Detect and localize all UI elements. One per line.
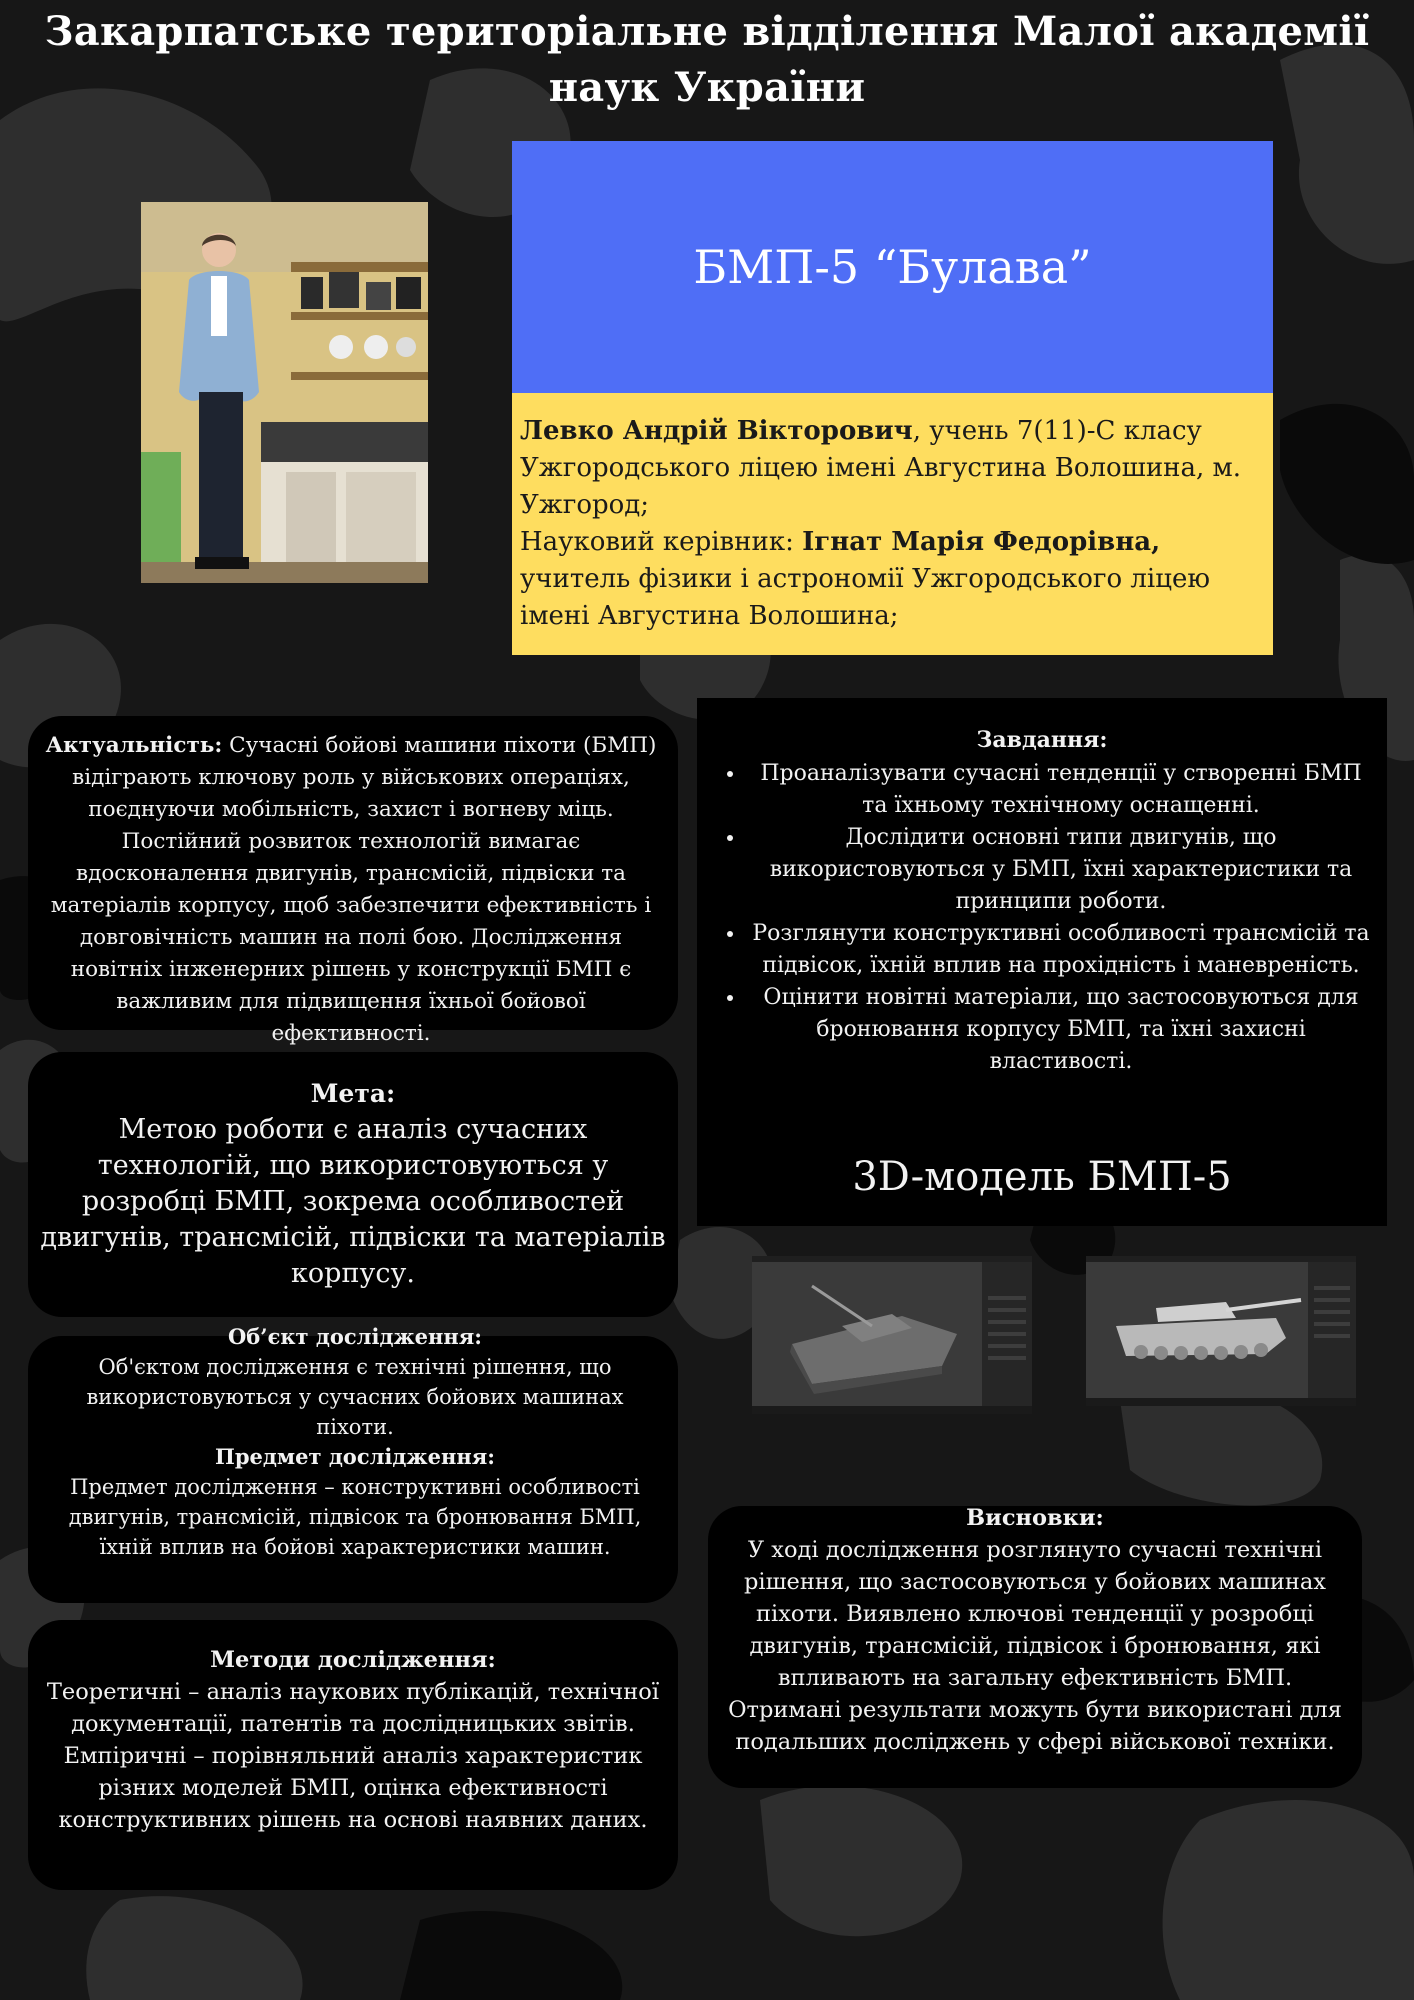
object-text: Об'єктом дослідження є технічні рішення, що використовуються у сучасних бойових машинах піхоти. (86, 1355, 624, 1439)
supervisor-label: Науковий керівник: (520, 527, 803, 557)
task-item: • Розглянути конструктивні особливості трансмісій та підвісок, їхній вплив на прохідність і маневреність. (746, 918, 1376, 982)
project-title: БМП-5 “Булава” (693, 240, 1092, 294)
tasks-heading: Завдання: (976, 727, 1108, 753)
poster-title: Закарпатське територіальне відділення Малої академії наук України (44, 8, 1370, 111)
tasks-list (710, 758, 1376, 1078)
conclusions-text: У ході дослідження розглянуто сучасні технічні рішення, що застосовуються у бойових машинах піхоти. Виявлено ключові тенденції у розробці двигунів, трансмісій, підвісок і бронювання, які впливають на загальну ефективність БМП. Отримані результати можуть бути використані для подальших досліджень у сфері військової техніки. (728, 1537, 1342, 1755)
task-item: • Оцінити новітні матеріали, що застосовуються для бронювання корпусу БМП, та їхні захисні властивості. (746, 982, 1376, 1078)
author-info-panel (512, 393, 1273, 655)
methods-empirical: Емпіричні – порівняльний аналіз характеристик різних моделей БМП, оцінка ефективності конструктивних рішень на основі наявних даних. (58, 1743, 648, 1833)
object-heading: Об’єкт дослідження: (227, 1324, 483, 1349)
flag-blue-banner (512, 141, 1273, 393)
research-object-section (60, 1322, 650, 1562)
goal-heading: Мета: (310, 1079, 396, 1108)
conclusions-heading: Висновки: (966, 1505, 1104, 1531)
author-details: , учень 7(11)-С класу Ужгородського ліцею імені Августина Волошина, м. Ужгород; (520, 416, 1242, 520)
author-name: Левко Андрій Вікторович (520, 416, 913, 446)
relevance-heading: Актуальність: (45, 733, 223, 758)
relevance-section (36, 730, 666, 1050)
supervisor-name: Ігнат Марія Федорівна, (802, 527, 1161, 557)
relevance-text: Сучасні бойові машини піхоти (БМП) відіграють ключову роль у військових операціях, поєднуючи мобільність, захист і вогневу міць. Постійний розвиток технологій вимагає вдосконалення двигунів, трансмісій, підвіски та матеріалів корпусу, щоб забезпечити ефективність і довговічність машин на полі бою. Дослідження новітніх інженерних рішень у конструкції БМП є важливим для підвищення їхньої бойової ефективності. (50, 733, 657, 1046)
student-photo (141, 202, 428, 583)
methods-heading: Методи дослідження: (210, 1647, 496, 1673)
subject-text: Предмет дослідження – конструктивні особливості двигунів, трансмісій, підвісок та бронювання БМП, їхній вплив на бойові характеристики машин. (68, 1475, 642, 1559)
model-screenshot-side-view (1086, 1256, 1356, 1406)
goal-section (36, 1076, 670, 1292)
methods-section (36, 1644, 670, 1836)
methods-theoretical: Теоретичні – аналіз наукових публікацій, технічної документації, патентів та дослідницьких звітів. (46, 1679, 660, 1737)
model-screenshot-top-view (752, 1256, 1032, 1414)
supervisor-details: учитель фізики і астрономії Ужгородського ліцею імені Августина Волошина; (520, 564, 1210, 631)
task-item: • Дослідити основні типи двигунів, що використовуються у БМП, їхні характеристики та принципи роботи. (746, 822, 1376, 918)
task-item: • Проаналізувати сучасні тенденції у створенні БМП та їхньому технічному оснащенні. (746, 758, 1376, 822)
goal-text: Метою роботи є аналіз сучасних технологій, що використовуються у розробці БМП, зокрема особливостей двигунів, трансмісій, підвіски та матеріалів корпусу. (40, 1114, 666, 1289)
conclusions-section (720, 1502, 1350, 1758)
model-title: 3D-модель БМП-5 (852, 1154, 1232, 1200)
subject-heading: Предмет дослідження: (215, 1444, 495, 1469)
